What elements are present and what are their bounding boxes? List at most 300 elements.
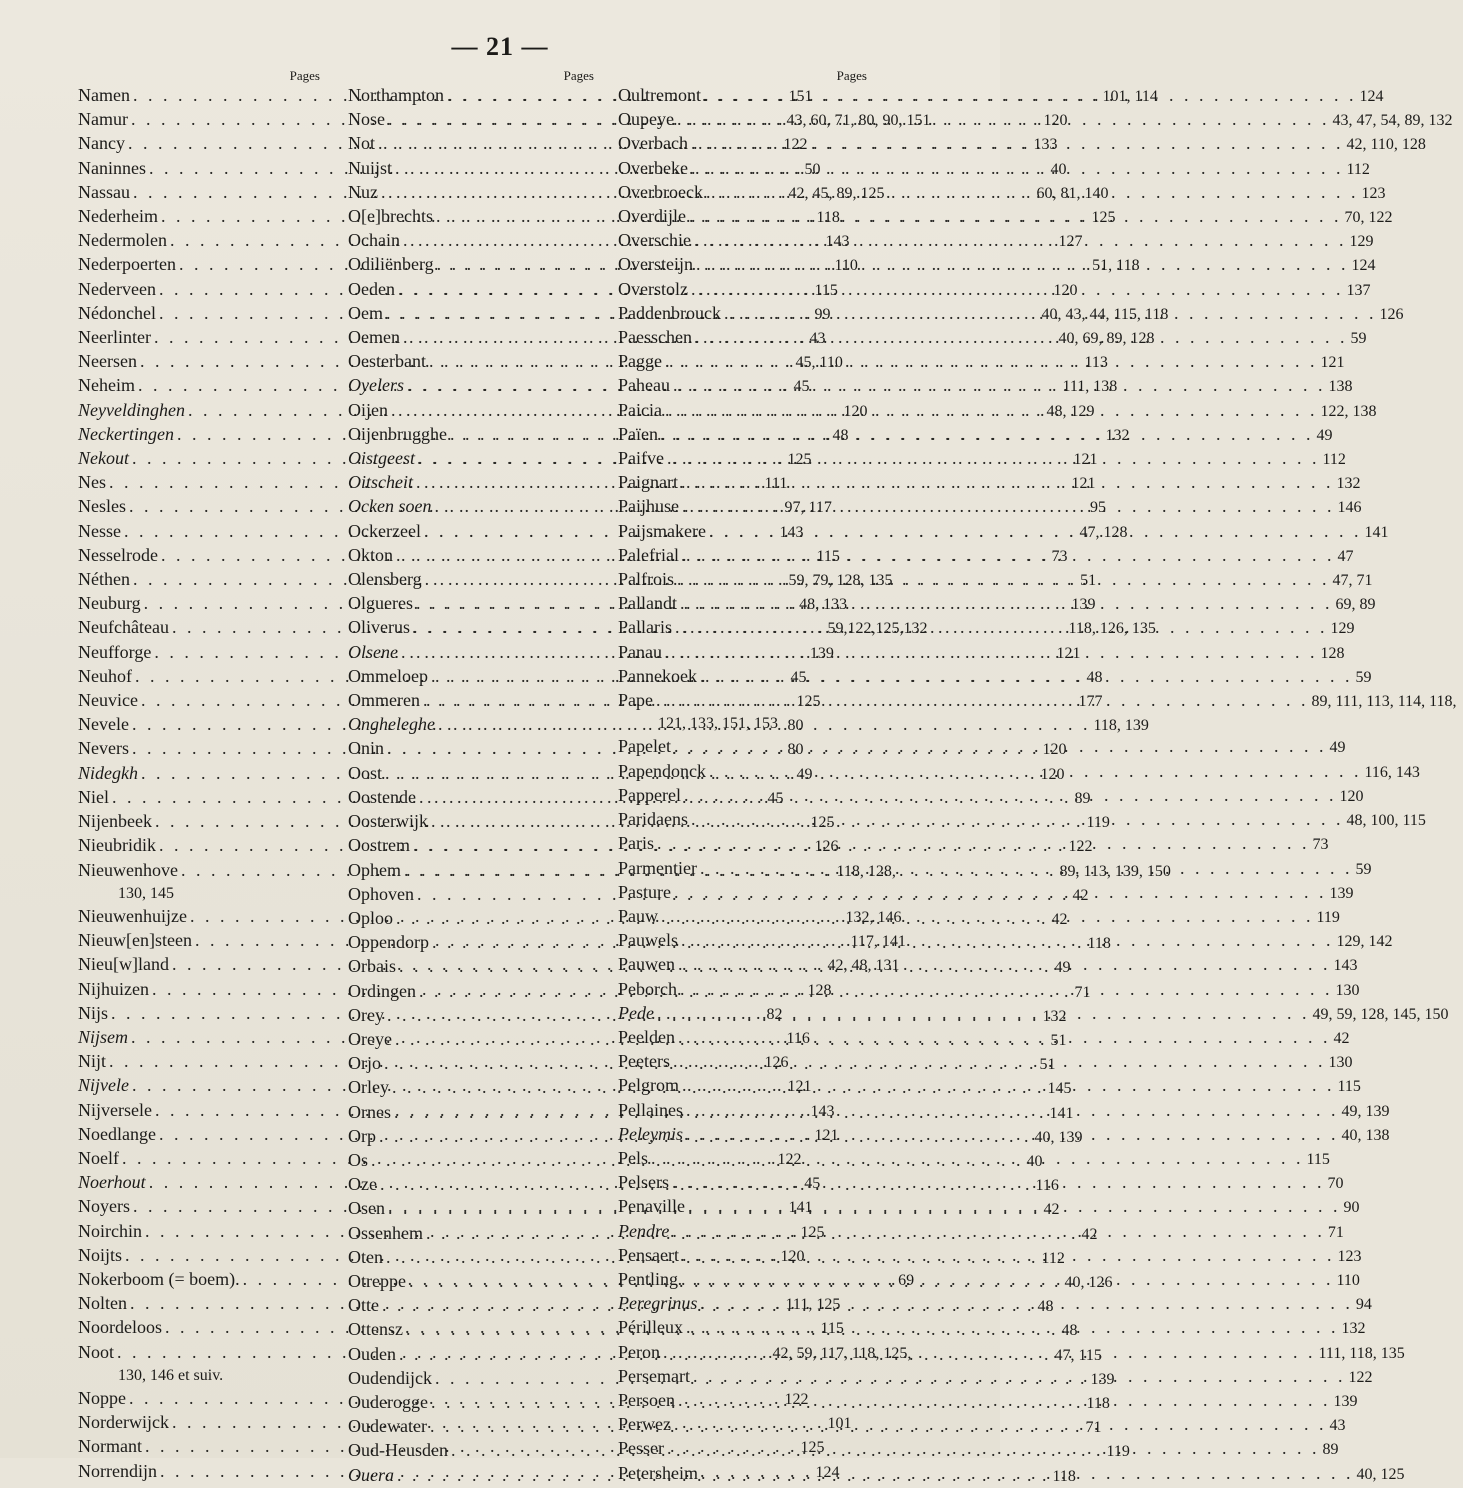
entry-name: Nieubridik bbox=[78, 835, 156, 856]
entry-name: Noijts bbox=[78, 1244, 123, 1265]
entry-name: Petersheim bbox=[618, 1462, 698, 1483]
entry-name: Oem bbox=[348, 302, 383, 323]
entry-pages: 130 bbox=[1328, 1054, 1353, 1072]
entry-pages: 112 bbox=[1041, 1249, 1065, 1267]
entry-name: Nederheim bbox=[78, 206, 158, 227]
entry-name: Ossenhem bbox=[348, 1222, 423, 1243]
entry-pages: 119 bbox=[1086, 814, 1110, 832]
entry-pages: 121 bbox=[1073, 451, 1098, 469]
entry-pages: 116 bbox=[1035, 1177, 1059, 1195]
dot-leader bbox=[662, 399, 1321, 421]
entry-name: Pelsers bbox=[618, 1172, 669, 1193]
entry-pages: 42 bbox=[1043, 1201, 1060, 1219]
entry-pages: 120 bbox=[843, 402, 868, 420]
entry-pages: 125 bbox=[810, 814, 835, 832]
entry-pages: 40, 138 bbox=[1341, 1126, 1390, 1144]
entry-pages: 113 bbox=[1084, 354, 1108, 372]
entry-pages: 99 bbox=[814, 305, 831, 323]
entry-name: Nesse bbox=[78, 520, 121, 541]
entry-name: Paijhuse bbox=[618, 496, 679, 517]
entry-name: Paddenbrouck bbox=[618, 302, 721, 323]
entry-name: Norderwijck bbox=[78, 1412, 169, 1433]
entry-name: Osen bbox=[348, 1198, 385, 1219]
page-number: — 21 — bbox=[451, 32, 549, 61]
entry-name: Orp bbox=[348, 1125, 376, 1146]
entry-pages: 48 bbox=[1037, 1298, 1054, 1316]
entry-name: Olsene bbox=[348, 641, 398, 662]
entry-pages: 124 bbox=[1351, 257, 1376, 275]
entry-pages: 115 bbox=[1337, 1078, 1361, 1096]
dot-leader bbox=[697, 665, 1356, 687]
entry-pages: 129 bbox=[1349, 233, 1374, 251]
dot-leader bbox=[671, 881, 1330, 903]
entry-pages: 69, 89 bbox=[1335, 596, 1376, 614]
entry-pages: 71 bbox=[1074, 983, 1091, 1001]
entry-name: Overbroeck bbox=[618, 181, 703, 202]
entry-name: Peregrinus bbox=[618, 1293, 698, 1314]
entry-pages: 89, 113, 139, 150 bbox=[1059, 862, 1171, 880]
entry-pages: 141 bbox=[1364, 523, 1389, 541]
entry-name: Paifve bbox=[618, 448, 664, 469]
entry-name: Nijsem bbox=[78, 1026, 129, 1047]
entry-name: Nédonchel bbox=[78, 302, 156, 323]
entry-pages: 121 bbox=[1071, 475, 1096, 493]
entry-pages: 122 bbox=[784, 1390, 809, 1408]
entry-name: Nose bbox=[348, 109, 385, 130]
entry-name: Pauwen bbox=[618, 954, 675, 975]
entry-pages: 120 bbox=[1053, 281, 1078, 299]
entry-pages: 118 bbox=[1087, 935, 1111, 953]
entry-pages: 59, 79, 128, 135 bbox=[788, 572, 893, 590]
entry-pages: 112 bbox=[1346, 160, 1370, 178]
dot-leader bbox=[654, 1002, 1313, 1024]
dot-leader bbox=[692, 326, 1351, 348]
entry-pages: 127 bbox=[1058, 233, 1083, 251]
entry-pages: 126 bbox=[764, 1054, 789, 1072]
entry-name: Ocken soen bbox=[348, 496, 432, 517]
entry-pages: 120 bbox=[780, 1247, 805, 1265]
entry-name: Olgueres bbox=[348, 593, 413, 614]
entry-pages: 40, 125 bbox=[1356, 1465, 1405, 1483]
entry-pages: 132 bbox=[1042, 1007, 1067, 1025]
entry-pages: 80 bbox=[787, 741, 804, 759]
entry-pages: 40, 139 bbox=[1034, 1128, 1083, 1146]
entry-name: Niel bbox=[78, 786, 109, 807]
entry-pages: 51 bbox=[1050, 1031, 1067, 1049]
dot-leader bbox=[671, 1413, 1330, 1435]
entry-pages: 126 bbox=[1379, 305, 1404, 323]
entry-name: Naninnes bbox=[78, 157, 146, 178]
entry-pages: 115 bbox=[820, 1320, 844, 1338]
entry-pages: 151 bbox=[788, 88, 813, 105]
entry-pages: 42 bbox=[1051, 910, 1068, 928]
entry-name: Nassau bbox=[78, 181, 130, 202]
entry-pages: 40, 43, 44, 115, 118 bbox=[1041, 305, 1169, 323]
entry-name: Pallandt bbox=[618, 593, 677, 614]
entry-pages: 121 bbox=[787, 1078, 812, 1096]
entry-pages: 45 bbox=[767, 789, 784, 807]
entry-pages: 128 bbox=[807, 981, 832, 999]
entry-name: Namen bbox=[78, 85, 130, 105]
entry-name: Neuburg bbox=[78, 593, 141, 614]
entry-pages: 115 bbox=[814, 281, 838, 299]
entry-name: Peron bbox=[618, 1341, 660, 1362]
dot-leader bbox=[660, 1341, 1319, 1363]
entry-name: Nieuw[en]steen bbox=[78, 930, 192, 951]
entry-name: Nederveen bbox=[78, 278, 156, 299]
entry-pages: 40, 69, 89, 128 bbox=[1058, 330, 1155, 348]
entry-name: Oijen bbox=[348, 399, 388, 420]
entry-pages: 47 bbox=[1337, 547, 1354, 565]
entry-name: Oupeye bbox=[618, 109, 674, 130]
entry-name: Oostrem bbox=[348, 835, 410, 856]
entry-name: Overschie bbox=[618, 230, 691, 251]
entry-pages: 120 bbox=[1040, 765, 1065, 783]
entry-name: Oze bbox=[348, 1174, 377, 1195]
entry-pages: 115 bbox=[816, 547, 840, 565]
entry-pages: 69 bbox=[898, 1271, 915, 1289]
entry-name: Orley bbox=[348, 1077, 389, 1098]
entry-name: Namur bbox=[78, 109, 128, 130]
entry-name: Neufforge bbox=[78, 641, 152, 662]
entry-name: Noirchin bbox=[78, 1220, 142, 1241]
entry-name: Oultremont bbox=[618, 85, 701, 105]
dot-leader bbox=[706, 520, 1365, 542]
entry-pages: 139 bbox=[1071, 596, 1096, 614]
entry-name: O[e]brechts bbox=[348, 206, 433, 227]
dot-leader bbox=[678, 929, 1337, 951]
entry-pages: 146 bbox=[1337, 499, 1362, 517]
entry-pages: 47, 115 bbox=[1054, 1346, 1102, 1364]
dot-leader bbox=[678, 471, 1337, 493]
entry-pages: 125 bbox=[800, 1223, 825, 1241]
entry-name: Ophem bbox=[348, 859, 401, 880]
entry-pages: 42, 110, 128 bbox=[1346, 136, 1426, 154]
entry-pages: 141 bbox=[788, 1199, 813, 1217]
entry-name: Noerhout bbox=[78, 1172, 146, 1193]
entry-name: Overbeke bbox=[618, 157, 688, 178]
dot-leader bbox=[706, 760, 1365, 782]
entry-pages: 101 bbox=[827, 1415, 852, 1433]
dot-leader bbox=[697, 857, 1356, 879]
entry-name: Os bbox=[348, 1149, 369, 1170]
entry-name: Otreppe bbox=[348, 1270, 406, 1291]
entry-pages: 138 bbox=[1328, 378, 1353, 396]
dot-leader bbox=[679, 1244, 1338, 1266]
entry-name: Orey bbox=[348, 1004, 384, 1025]
entry-pages: 45 bbox=[793, 378, 810, 396]
dot-leader bbox=[658, 423, 1317, 445]
entry-pages: 121 bbox=[1056, 644, 1081, 662]
entry-name: Paignart bbox=[618, 472, 678, 493]
entry-name: Neerlinter bbox=[78, 327, 151, 348]
entry-name: Oyelers bbox=[348, 375, 404, 396]
dot-leader bbox=[688, 278, 1347, 300]
entry-pages: 49 bbox=[1329, 739, 1346, 757]
entry-pages: 120 bbox=[1043, 112, 1068, 130]
entry-name: Orbais bbox=[348, 956, 396, 977]
entry-name: Paesschen bbox=[618, 327, 692, 348]
entry-pages: 118, 128, bbox=[836, 862, 896, 880]
entry-name: Papperel bbox=[618, 784, 681, 805]
entry-pages-continuation: 130, 145 bbox=[118, 884, 174, 902]
entry-pages: 139 bbox=[809, 644, 834, 662]
entry-pages: 47, 128 bbox=[1079, 523, 1128, 541]
dot-leader bbox=[679, 1074, 1338, 1096]
entry-pages: 89, 111, 113, 114, 118, bbox=[1311, 693, 1457, 711]
entry-name: Peelden bbox=[618, 1026, 675, 1047]
entry-name: Oliverus bbox=[348, 617, 410, 638]
entry-name: Peborch bbox=[618, 978, 677, 999]
entry-name: Oploo bbox=[348, 907, 393, 928]
entry-pages: 111 bbox=[764, 475, 788, 493]
entry-name: Panau bbox=[618, 641, 662, 662]
dot-leader bbox=[693, 253, 1352, 275]
entry-pages: 43 bbox=[809, 330, 826, 348]
dot-leader bbox=[721, 302, 1380, 324]
dot-leader bbox=[697, 1292, 1356, 1314]
entry-pages: 125 bbox=[1091, 209, 1116, 227]
entry-pages: 51 bbox=[1039, 1056, 1056, 1074]
entry-name: Odiliënberg bbox=[348, 254, 434, 275]
entry-name: Nederpoerten bbox=[78, 254, 176, 275]
entry-pages: 71 bbox=[1327, 1223, 1344, 1241]
entry-pages: 111, 118, 135 bbox=[1318, 1344, 1405, 1362]
entry-name: Neheim bbox=[78, 375, 135, 396]
entry-name: Noppe bbox=[78, 1387, 126, 1408]
dot-leader bbox=[683, 1123, 1342, 1145]
entry-name: Overdijle bbox=[618, 206, 686, 227]
dot-leader bbox=[675, 1389, 1334, 1411]
entry-pages: 118 bbox=[1086, 1394, 1110, 1412]
entry-pages: 47, 71 bbox=[1332, 572, 1373, 590]
entry-name: Oudendijck bbox=[348, 1367, 432, 1388]
entry-name: Ouderogge bbox=[348, 1391, 428, 1412]
entry-name: Ordingen bbox=[348, 980, 416, 1001]
entry-pages: 122 bbox=[1348, 1368, 1373, 1386]
entry-pages: 122, 138 bbox=[1320, 402, 1377, 420]
entry-pages: 94 bbox=[1355, 1296, 1372, 1314]
entry-name: Nieu[w]land bbox=[78, 954, 169, 975]
entry-name: Perwez bbox=[618, 1414, 671, 1435]
entry-pages: 123 bbox=[1361, 184, 1386, 202]
entry-pages: 48, 129 bbox=[1046, 402, 1095, 420]
entry-name: Persoen bbox=[618, 1389, 675, 1410]
dot-leader bbox=[688, 132, 1347, 154]
entry-pages: 43, 47, 54, 89, 132 bbox=[1332, 112, 1453, 130]
entry-pages: 129 bbox=[1330, 620, 1355, 638]
entry-name: Oten bbox=[348, 1246, 383, 1267]
entry-name: Païen bbox=[618, 423, 658, 444]
entry-name: Périlleux bbox=[618, 1317, 683, 1338]
entry-pages: 51 bbox=[1080, 572, 1097, 590]
dot-leader bbox=[675, 953, 1334, 975]
entry-name: Nancy bbox=[78, 133, 125, 154]
entry-name: Orjo bbox=[348, 1053, 381, 1074]
dot-leader bbox=[671, 735, 1330, 757]
entry-name: Noordeloos bbox=[78, 1317, 162, 1338]
entry-pages: 118, 126, 135 bbox=[1068, 620, 1156, 638]
entry-name: Pesser bbox=[618, 1438, 664, 1459]
entry-pages: 132, 146 bbox=[845, 908, 902, 926]
entry-name: Nesles bbox=[78, 496, 126, 517]
entry-name: Nijs bbox=[78, 1002, 109, 1023]
entry-pages: 42, 59, 117, 118, 125, bbox=[772, 1344, 912, 1362]
entry-pages: 118 bbox=[816, 209, 840, 227]
entry-pages: 40 bbox=[1026, 1152, 1043, 1170]
entry-name: Oppendorp bbox=[348, 932, 429, 953]
entry-name: Nijenbeek bbox=[78, 811, 152, 832]
dot-leader bbox=[690, 1365, 1349, 1387]
dot-leader bbox=[670, 374, 1329, 396]
entry-name: Nuz bbox=[348, 181, 378, 202]
entry-name: Normant bbox=[78, 1436, 142, 1457]
entry-name: Ommeren bbox=[348, 690, 420, 711]
entry-pages: 110 bbox=[834, 257, 858, 275]
dot-leader bbox=[701, 84, 1360, 106]
entry-name: Oversteijn bbox=[618, 254, 693, 275]
entry-pages: 143 bbox=[810, 1102, 835, 1120]
entry-name: Nieuwenhuijze bbox=[78, 905, 187, 926]
entry-pages: 49 bbox=[1054, 959, 1071, 977]
entry-name: Otte bbox=[348, 1295, 379, 1316]
entry-name: Papendonck bbox=[618, 760, 706, 781]
dot-leader bbox=[648, 1147, 1307, 1169]
pages-column-header: Pages bbox=[836, 68, 867, 83]
entry-name: Ockerzeel bbox=[348, 520, 421, 541]
entry-name: Neuhof bbox=[78, 665, 132, 686]
entry-name: Peeters bbox=[618, 1051, 670, 1072]
entry-pages: 124 bbox=[1359, 88, 1384, 105]
entry-pages: 112 bbox=[1322, 451, 1346, 469]
entry-pages: 40 bbox=[1050, 160, 1067, 178]
entry-pages: 116, 143 bbox=[1364, 763, 1420, 781]
entry-name: Peleymis bbox=[618, 1123, 683, 1144]
entry-pages: 48 bbox=[832, 426, 849, 444]
entry-pages: 42 bbox=[1072, 886, 1089, 904]
entry-name: Pauw bbox=[618, 905, 658, 926]
entry-name: Oost bbox=[348, 762, 383, 783]
entry-pages: 42, 48, 131 bbox=[827, 957, 900, 975]
entry-pages: 120 bbox=[1042, 741, 1067, 759]
entry-name: Pensaert bbox=[618, 1244, 679, 1265]
entry-pages: 45, 110 bbox=[795, 354, 843, 372]
dot-leader bbox=[688, 808, 1347, 830]
dot-leader bbox=[664, 447, 1323, 469]
entry-name: Paheau bbox=[618, 375, 670, 396]
entry-pages: 97, 117 bbox=[784, 499, 832, 517]
entry-name: Pauwels bbox=[618, 930, 678, 951]
dot-leader bbox=[664, 1437, 1323, 1459]
entry-name: Nes bbox=[78, 472, 106, 493]
entry-pages: 59 bbox=[1355, 860, 1372, 878]
entry-name: Onin bbox=[348, 738, 384, 759]
entry-name: Néthen bbox=[78, 569, 130, 590]
entry-name: Penaville bbox=[618, 1196, 685, 1217]
entry-name: Pellaines bbox=[618, 1099, 683, 1120]
entry-pages: 49, 139 bbox=[1341, 1102, 1390, 1120]
dot-leader bbox=[662, 350, 1321, 372]
entry-pages: 48, 133 bbox=[799, 596, 848, 614]
dot-leader bbox=[677, 978, 1336, 1000]
dot-leader bbox=[688, 157, 1347, 179]
entry-name: Nevele bbox=[78, 714, 129, 735]
entry-name: Oistgeest bbox=[348, 448, 415, 469]
entry-pages: 121 bbox=[1320, 354, 1345, 372]
entry-name: Nevers bbox=[78, 738, 129, 759]
entry-pages: 116 bbox=[786, 1029, 810, 1047]
entry-pages: 43 bbox=[1329, 1417, 1346, 1435]
entry-pages: 125 bbox=[796, 693, 821, 711]
entry-name: Nidegkh bbox=[78, 762, 138, 783]
entry-name: Nuijst bbox=[348, 157, 393, 178]
entry-pages: 71 bbox=[1085, 1419, 1102, 1437]
entry-name: Noelf bbox=[78, 1147, 119, 1168]
entry-name: Pape bbox=[618, 690, 653, 711]
entry-name: Nolten bbox=[78, 1293, 127, 1314]
entry-name: Oosterwijk bbox=[348, 811, 428, 832]
entry-name: Oostende bbox=[348, 786, 416, 807]
entry-name: Neckertingen bbox=[78, 423, 174, 444]
entry-name: Ornes bbox=[348, 1101, 391, 1122]
entry-name: Neuvice bbox=[78, 690, 138, 711]
entry-pages: 118, 139 bbox=[1093, 717, 1149, 735]
entry-pages: 121 bbox=[814, 1126, 839, 1144]
entry-pages: 59,122,125,132 bbox=[827, 620, 928, 638]
entry-pages: 139 bbox=[1329, 884, 1354, 902]
entry-name: Palfrois bbox=[618, 569, 674, 590]
dot-leader bbox=[686, 205, 1345, 227]
entry-pages: 118 bbox=[1052, 1467, 1076, 1485]
dot-leader bbox=[691, 229, 1350, 251]
entry-pages: 117, 141 bbox=[850, 933, 906, 951]
entry-name: Nijt bbox=[78, 1051, 107, 1072]
entry-name: Ochain bbox=[348, 230, 400, 251]
pages-column-header: Pages bbox=[289, 68, 320, 83]
entry-name: Northampton bbox=[348, 85, 444, 105]
entry-name: Pannekoek bbox=[618, 665, 697, 686]
entry-pages: 125 bbox=[800, 1439, 825, 1457]
entry-name: Oitscheit bbox=[348, 472, 413, 493]
entry-pages: 82 bbox=[766, 1005, 783, 1023]
entry-pages: 123 bbox=[1337, 1247, 1362, 1265]
entry-pages: 101, 114 bbox=[1102, 88, 1158, 105]
entry-pages: 143 bbox=[779, 523, 804, 541]
entry-pages: 80 bbox=[787, 717, 804, 735]
dot-leader bbox=[698, 1462, 1357, 1484]
entry-name: Nijhuizen bbox=[78, 978, 149, 999]
entry-pages: 145 bbox=[1047, 1080, 1072, 1098]
entry-name: Oemen bbox=[348, 327, 400, 348]
dot-leader bbox=[678, 1268, 1337, 1290]
entry-pages: 143 bbox=[1333, 957, 1358, 975]
entry-name: Neersen bbox=[78, 351, 137, 372]
pages-column-header: Pages bbox=[563, 68, 594, 83]
entry-name: Ongheleghe bbox=[348, 714, 435, 735]
entry-name: Pagge bbox=[618, 351, 662, 372]
entry-name: Ommeloep bbox=[348, 665, 428, 686]
entry-name: Nesselrode bbox=[78, 544, 158, 565]
entry-name: Paicia bbox=[618, 399, 662, 420]
entry-name: Oudewater bbox=[348, 1416, 427, 1437]
entry-name: Overbach bbox=[618, 133, 688, 154]
entry-pages: 111, 125 bbox=[785, 1296, 841, 1314]
entry-pages: 133 bbox=[1033, 136, 1058, 154]
dot-leader bbox=[672, 616, 1331, 638]
entry-name: Pentling bbox=[618, 1268, 679, 1289]
dot-leader bbox=[683, 1316, 1342, 1338]
entry-name: Papelet bbox=[618, 736, 671, 757]
